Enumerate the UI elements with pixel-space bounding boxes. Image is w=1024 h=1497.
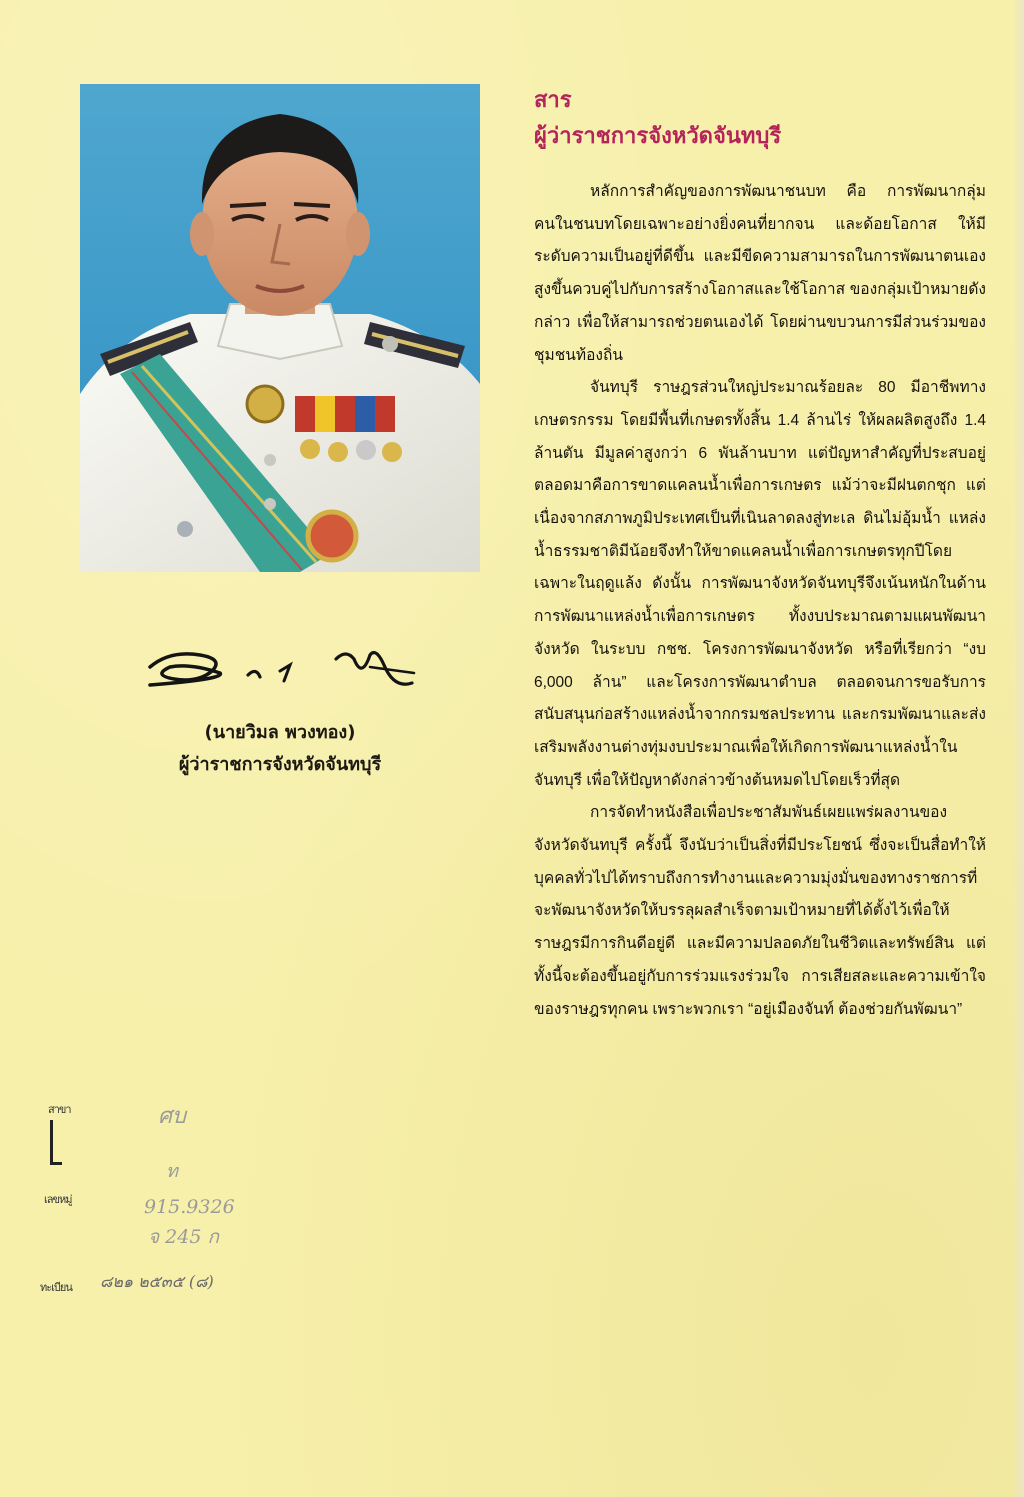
handwritten-registration: ๘๒๑ ๒๕๓๕ (๘) <box>100 1272 214 1291</box>
document-heading: สาร <box>534 88 572 113</box>
handwritten-call-cutter: จ 245 ก <box>148 1226 219 1248</box>
message-body <box>534 176 986 1026</box>
signer-name: (นายวิมล พวงทอง) <box>204 722 356 743</box>
library-catalog-marks <box>40 1090 320 1300</box>
library-stamp-label: สาขา <box>48 1103 71 1116</box>
library-stamp-label: ทะเบียน <box>40 1281 72 1294</box>
stamp-bar <box>50 1120 53 1165</box>
library-stamp-label: เลขหมู่ <box>44 1193 72 1206</box>
handwritten-note: ศบ <box>158 1104 186 1129</box>
body-paragraph: การจัดทำหนังสือเพื่อประชาสัมพันธ์เผยแพร่ผลงานของจังหวัดจันทบุรี ครั้งนี้ จึงนับว่าเป็นสิ่งที่มีประโยชน์ ซึ่งจะเป็นสื่อทำให้บุคคลทั่วไปได้ทราบถึงการทำงานและความมุ่งมั่นของทางราชการที่จะพัฒนาจังหวัดให้บรรลุผลสำเร็จตามเป้าหมายที่ได้ตั้งไว้เพื่อให้ราษฎรมีการกินดีอยู่ดี และมีความปลอดภัยในชีวิตและทรัพย์สิน แต่ทั้งนี้จะต้องขึ้นอยู่กับการร่วมแรงร่วมใจ การเสียสละและความเข้าใจของราษฎรทุกคน เพราะพวกเรา “อยู่เมืองจันท์ ต้องช่วยกันพัฒนา” <box>534 804 986 1018</box>
page-edge <box>1012 0 1024 1497</box>
handwritten-note: ท <box>166 1161 178 1182</box>
governor-portrait-photo <box>80 84 480 572</box>
document-subheading: ผู้ว่าราชการจังหวัดจันทบุรี <box>534 124 782 149</box>
handwritten-signature <box>140 645 420 695</box>
signer-title: ผู้ว่าราชการจังหวัดจันทบุรี <box>178 754 382 775</box>
handwritten-call-number: 915.9326 <box>144 1196 235 1218</box>
stamp-bar <box>50 1162 62 1165</box>
body-paragraph: หลักการสำคัญของการพัฒนาชนบท คือ การพัฒนากลุ่มคนในชนบทโดยเฉพาะอย่างยิ่งคนที่ยากจน และด้อยโอกาส ให้มีระดับความเป็นอยู่ที่ดีขึ้น และมีขีดความสามารถในการพัฒนาตนเองสูงขึ้นควบคู่ไปกับการสร้างโอกาสและใช้โอกาส ของกลุ่มเป้าหมายดังกล่าว เพื่อให้สามารถช่วยตนเองได้ โดยผ่านขบวนการมีส่วนร่วมของชุมชนท้องถิ่น <box>534 183 986 364</box>
body-paragraph: จันทบุรี ราษฎรส่วนใหญ่ประมาณร้อยละ 80 มีอาชีพทางเกษตรกรรม โดยมีพื้นที่เกษตรทั้งสิ้น 1.4 ล้านไร่ ให้ผลผลิตสูงถึง 1.4 ล้านตัน มีมูลค่าสูงกว่า 6 พันล้านบาท แต่ปัญหาสำคัญที่ประสบอยู่ตลอดมาคือการขาดแคลนน้ำเพื่อการเกษตร แม้ว่าจะมีฝนตกชุก แต่เนื่องจากสภาพภูมิประเทศเป็นที่เนินลาดลงสู่ทะเล ดินไม่อุ้มน้ำ แหล่งน้ำธรรมชาติมีน้อยจึงทำให้ขาดแคลนน้ำเพื่อการเกษตรทุกปีโดยเฉพาะในฤดูแล้ง ดังนั้น การพัฒนาจังหวัดจันทบุรีจึงเน้นหนักในด้านการพัฒนาแหล่งน้ำเพื่อการเกษตร ทั้งงบประมาณตามแผนพัฒนาจังหวัด ในระบบ กชช. โครงการพัฒนาจังหวัด หรือที่เรียกว่า “งบ 6,000 ล้าน” และโครงการพัฒนาตำบล ตลอดจนการขอรับการสนับสนุนก่อสร้างแหล่งน้ำจากกรมชลประทาน และกรมพัฒนาและส่งเสริมพลังงานต่างทุ่มงบประมาณเพื่อให้เกิดการพัฒนาแหล่งน้ำในจันทบุรี เพื่อให้ปัญหาดังกล่าวข้างต้นหมดไปโดยเร็วที่สุด <box>534 379 986 789</box>
